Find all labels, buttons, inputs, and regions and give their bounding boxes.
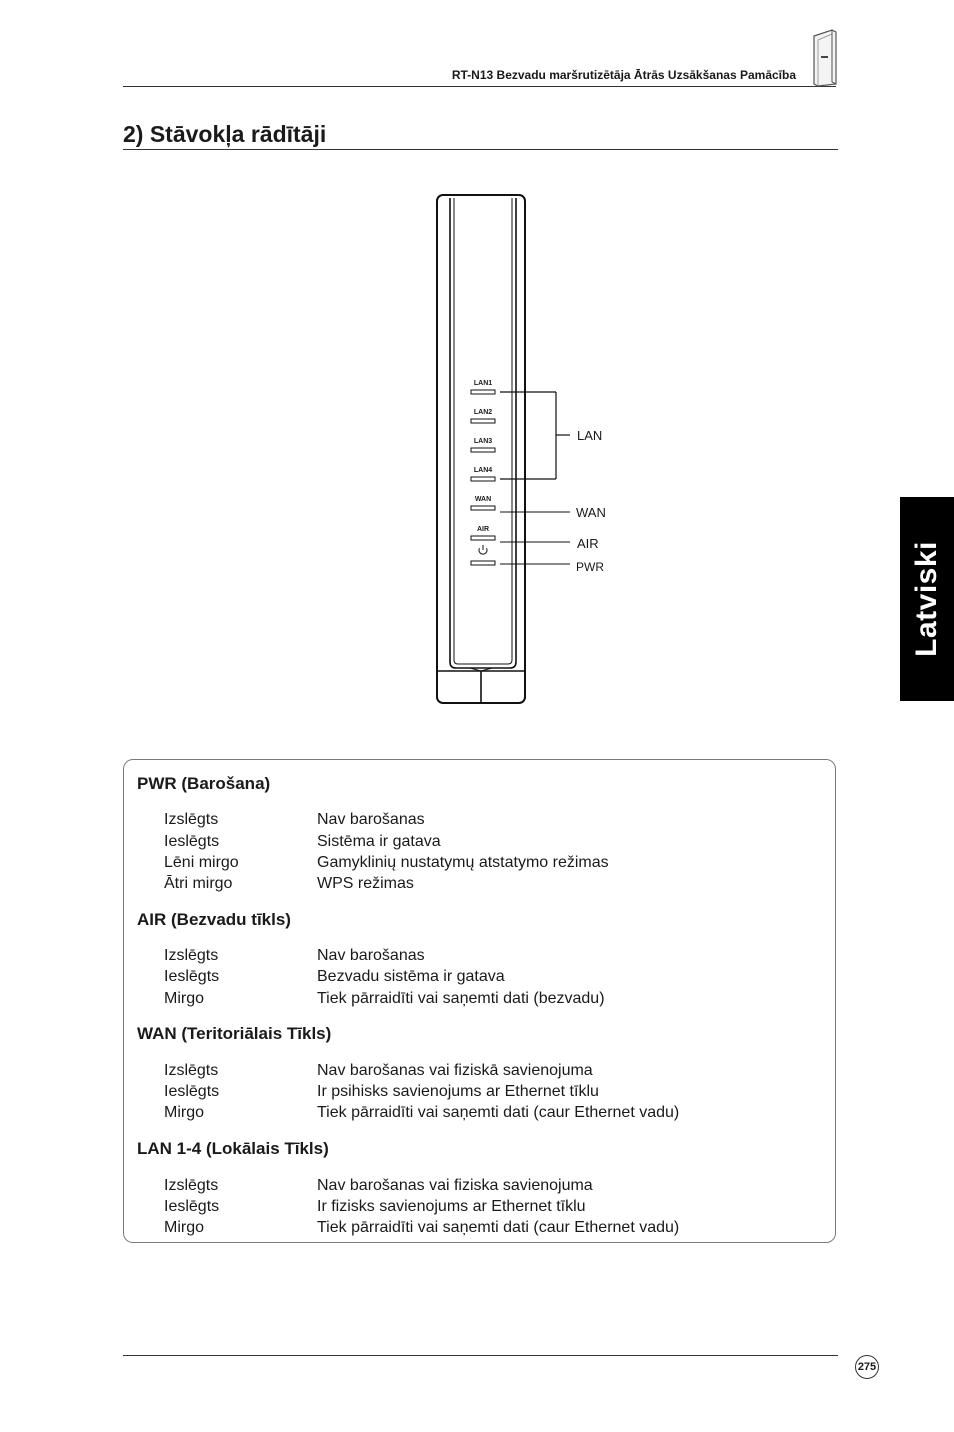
led-lan4 (471, 477, 495, 481)
status-row: Mirgo Tiek pārraidīti vai saņemti dati (caur Ethernet vadu) (164, 1219, 680, 1236)
status-row: Izslēgts Nav barošanas (164, 811, 425, 828)
status-row: Ieslēgts Ir fizisks savienojums ar Ethernet tīklu (164, 1198, 586, 1215)
led-air (471, 536, 495, 540)
language-tab-label: Latviski (910, 541, 943, 657)
group-title-pwr: PWR (Barošana) (137, 774, 271, 793)
status-row: Ieslēgts Sistēma ir gatava (164, 833, 441, 850)
callout-lan: LAN (577, 428, 603, 443)
footer-divider (123, 1355, 838, 1356)
status-row: Izslēgts Nav barošanas vai fiziska savienojuma (164, 1177, 593, 1194)
page-number: 275 (855, 1355, 879, 1379)
status-row: Ātri mirgo WPS režimas (164, 875, 414, 892)
led-lan2 (471, 419, 495, 423)
status-row: Mirgo Tiek pārraidīti vai saņemti dati (bezvadu) (164, 990, 605, 1007)
group-title-air: AIR (Bezvadu tīkls) (137, 910, 291, 929)
led-lan3 (471, 448, 495, 452)
router-drawing (430, 190, 650, 710)
led-lan1 (471, 390, 495, 394)
led-label-air: AIR (476, 526, 490, 533)
router-front-diagram (430, 190, 650, 710)
led-wan (471, 506, 495, 510)
led-label-lan1: LAN1 (473, 380, 493, 387)
led-label-lan3: LAN3 (473, 438, 493, 445)
status-row: Mirgo Tiek pārraidīti vai saņemti dati (caur Ethernet vadu) (164, 1104, 680, 1121)
language-tab (900, 497, 954, 701)
group-title-wan: WAN (Teritoriālais Tīkls) (137, 1024, 332, 1043)
led-label-lan4: LAN4 (473, 467, 493, 474)
callout-pwr: PWR (576, 560, 604, 574)
callout-wan: WAN (576, 505, 606, 520)
group-title-lan: LAN 1-4 (Lokālais Tīkls) (137, 1139, 329, 1158)
status-row: Lēni mirgo Gamyklinių nustatymų atstatymo režimas (164, 854, 609, 871)
running-header: RT-N13 Bezvadu maršrutizētāja Ātrās Uzsākšanas Pamācība (451, 68, 796, 82)
led-label-wan: WAN (474, 496, 492, 503)
status-row: Ieslēgts Bezvadu sistēma ir gatava (164, 968, 505, 985)
router-thumbnail-icon (808, 28, 838, 88)
section-title: 2) Stāvokļa rādītāji (123, 121, 327, 147)
led-label-lan2: LAN2 (473, 409, 493, 416)
status-row: Izslēgts Nav barošanas vai fiziskā savienojuma (164, 1062, 593, 1079)
led-pwr (471, 561, 495, 565)
callout-air: AIR (577, 536, 599, 551)
status-row: Izslēgts Nav barošanas (164, 947, 425, 964)
status-row: Ieslēgts Ir psihisks savienojums ar Ethernet tīklu (164, 1083, 599, 1100)
header-divider (123, 86, 836, 87)
title-underline (123, 149, 838, 150)
